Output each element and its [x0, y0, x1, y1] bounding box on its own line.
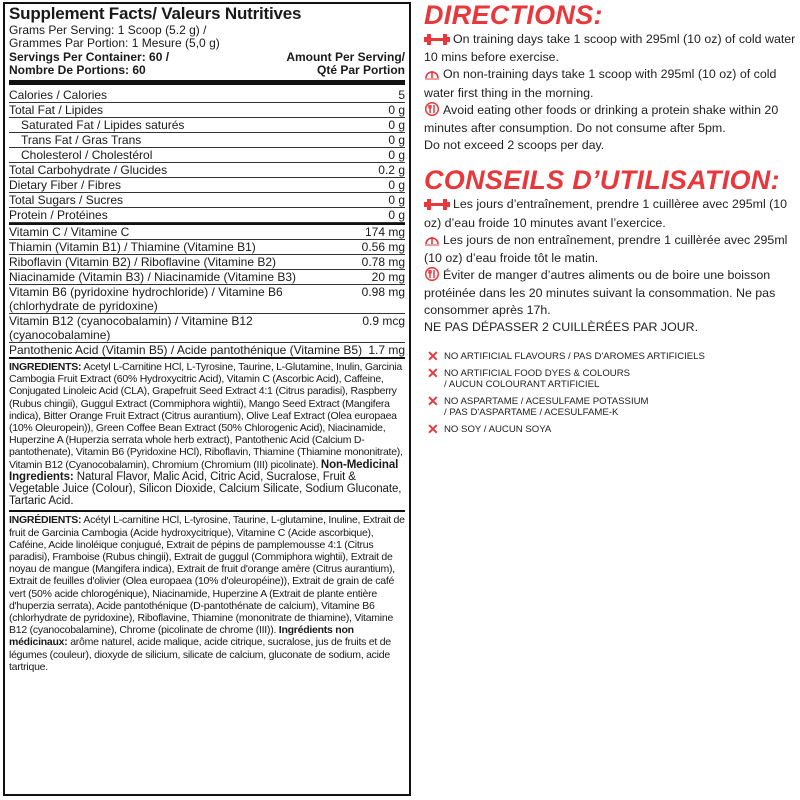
serving-size-en: Grams Per Serving: 1 Scoop (5.2 g) / [9, 23, 207, 37]
non-medicinal-fr-text: arôme naturel, acide malique, acide citrique, sucralose, jus de fruits et de légumes (couleur), dioxyde de silicium, silicate de calcium, gluconate de sodium, acide tartrique. [9, 636, 391, 673]
direction-item-fr: Les jours de non entraînement, prendre 1 cuillèrée avec 295ml (10 oz) d’eau froide tôt le matin. [424, 232, 788, 266]
nutrient-row: Thiamin (Vitamin B1) / Thiamine (Vitamine B1) 0.56 mg [9, 240, 405, 254]
ingredients-en [9, 359, 405, 512]
non-medicinal-fr-label: Ingrédients non médicinaux: [9, 624, 354, 649]
warning-item: ✕ NO ARTIFICIAL FLAVOURS / PAS D'AROMES ARTIFICIELS [424, 351, 796, 362]
x-mark-icon: ✕ [427, 393, 439, 410]
nutrient-row: Total Carbohydrate / Glucides 0.2 g [9, 163, 405, 177]
warning-item: ✕ NO SOY / AUCUN SOYA [424, 424, 796, 435]
x-mark-icon: ✕ [427, 421, 439, 438]
nutrient-row: Vitamin B12 (cyanocobalamin) / Vitamine B12 (cyanocobalamine) 0.9 mcg [9, 314, 405, 342]
sunrise-icon [424, 67, 440, 84]
nutrient-row: Riboflavin (Vitamin B2) / Riboflavine (Vitamine B2) 0.78 mg [9, 255, 405, 269]
ingredients-fr [9, 512, 405, 676]
fork-knife-icon [424, 267, 440, 285]
amount-per-serving-header-fr: Qté Par Portion [316, 63, 405, 77]
servings-per-container: Servings Per Container: 60 / [9, 50, 170, 64]
x-mark-icon: ✕ [427, 365, 439, 382]
ingredients-fr-label: INGRÉDIENTS: [9, 514, 82, 527]
directions-heading: DIRECTIONS: [424, 0, 603, 30]
nutrient-row: Calories / Calories 5 [9, 88, 405, 102]
direction-item-fr: Éviter de manger d’autres aliments ou de boire une boisson protéinée dans les 20 minutes suivant la consommation. Ne pas consommer après 17h. [424, 268, 776, 317]
warning-item: ✕ NO ARTIFICIAL FOOD DYES & COLOURS / AUCUN COLOURANT ARTIFICIEL [424, 368, 796, 390]
amount-per-serving-header: Amount Per Serving/ [286, 50, 405, 64]
nutrient-row: Vitamin C / Vitamine C 174 mg [9, 225, 405, 239]
nutrient-row: Saturated Fat / Lipides saturés 0 g [9, 118, 405, 133]
directions-heading-fr: CONSEILS D’UTILISATION: [424, 165, 780, 196]
nutrient-row: Pantothenic Acid (Vitamin B5) / Acide pantothénique (Vitamine B5) 1.7 mg [9, 343, 405, 357]
directions-panel [424, 0, 796, 441]
nutrient-row: Protein / Protéines 0 g [9, 208, 405, 222]
ingredients-text: Acetyl L-Carnitine HCl, L-Tyrosine, Taurine, L-Glutamine, Inulin, Garcinia Cambogia Fruit Extract (60% Hydroxycitric Acid), Vitamin C (Ascorbic Acid), Caffeine, Conjugated Linoleic Acid (CLA), Grapefruit Seed Extract 4:1 (Citrus paradisi), Raspberry (Rubus chingii), Guggul Extract (Commiphora wightii), Mango Seed Extract (Mangifera indica), Bitter Orange Fruit Extract (Citrus aurantium), Olive Leaf Extract (Olea europaea (10% Oleuropein)), Green Coffee Bean Extract (50% Chlorogenic Acid), Niacinamide, Huperzine A (Huperzia serrata whole herb extract), Pantothenic Acid (Calcium D-pantothenate), Vitamin B6 (Pyridoxine HCl), Riboflavin, Thiamine (Thiamine mononitrate), Vitamin B12 (Cyanocobalamin), Chromium (Chromium (III) picolinate). [9, 361, 403, 471]
servings-per-container-fr: Nombre De Portions: 60 [9, 63, 146, 77]
warnings-list [424, 348, 796, 438]
nutrient-row: Vitamin B6 (pyridoxine hydrochloride) / Vitamine B6 (chlorhydrate de pyridoxine) 0.98 mg [9, 285, 405, 313]
nutrient-table [9, 88, 405, 359]
servings-header [9, 51, 405, 77]
nutrient-row: Niacinamide (Vitamin B3) / Niacinamide (Vitamine B3) 20 mg [9, 270, 405, 284]
direction-item: On training days take 1 scoop with 295ml (10 oz) of cold water 10 mins before exercise. [424, 32, 796, 65]
dumbbell-icon [424, 198, 450, 214]
direction-item: On non-training days take 1 scoop with 295ml (10 oz) of cold water first thing in the morning. [424, 67, 777, 100]
direction-item: Avoid eating other foods or drinking a protein shake within 20 minutes after consumption. Do not consume after 5pm. [424, 102, 779, 136]
serving-size-fr: Grammes Par Portion: 1 Mesure (5,0 g) [9, 36, 220, 50]
nutrient-row: Trans Fat / Gras Trans 0 g [9, 133, 405, 148]
non-medicinal-label: Non-Medicinal Ingredients: [9, 458, 399, 483]
facts-title: Supplement Facts/ Valeurs Nutritives [9, 4, 302, 23]
direction-limit-fr: NE PAS DÉPASSER 2 CUILLÈRÉES PAR JOUR. [424, 319, 699, 334]
warning-item: ✕ NO ASPARTAME / ACESULFAME POTASSIUM / PAS D'ASPARTAME / ACESULFAME-K [424, 396, 796, 418]
nutrient-row: Total Sugars / Sucres 0 g [9, 193, 405, 207]
direction-item-fr: Les jours d’entraînement, prendre 1 cuillèree avec 295ml (10 oz) d’eau froide 10 minutes avant l’exercice. [424, 197, 788, 230]
supplement-facts-panel [3, 2, 411, 796]
facts-divider-thick [9, 80, 405, 85]
nutrient-row: Cholesterol / Cholestérol 0 g [9, 148, 405, 163]
x-mark-icon: ✕ [427, 348, 439, 365]
fork-knife-icon [424, 102, 440, 120]
nutrient-row: Dietary Fiber / Fibres 0 g [9, 178, 405, 192]
ingredients-fr-text: Acétyl L-carnitine HCl, L-tyrosine, Taurine, L-glutamine, Inuline, Extrait de fruit de Garcinia Cambogia (Acide hydroxycitrique), Vitamine C (Acide ascorbique), Caféine, Acide linoléique conjugué, Extrait de pépins de pamplemousse 4:1 (Citrus paradisi), Framboise (Rubus chingii), Extrait de guggul (Commiphora wightii), Extrait de noyau de mangue (Mangifera indica), Extrait de fruit d'orange amère (Citrus aurantium), Extrait de feuilles d'olivier (Olea europaea (10% d'oleuropéine)), Extrait de grain de café vert (50% acide chlorogénique), Niacinamide, Huperzine A (Extrait de plante entière d'huperzia serrata), Acide pantothénique (D-pantothénate de calcium), Vitamine B6 (chlorhydrate de pyridoxine), Riboflavine, Thiamine (mononitrate de thiamine), Vitamine B12 (cyanocobalamine), Chrome (picolinate de chrome (III)). [9, 514, 405, 637]
sunrise-icon [424, 233, 440, 250]
dumbbell-icon [424, 33, 450, 49]
direction-limit: Do not exceed 2 scoops per day. [424, 138, 605, 153]
ingredients-label: INGREDIENTS: [9, 361, 82, 373]
non-medicinal-text: Natural Flavor, Malic Acid, Citric Acid, Sucralose, Fruit & Vegetable Juice (Colour), Silicon Dioxide, Calcium Silicate, Sodium Gluconate, Tartaric Acid. [9, 470, 402, 508]
nutrient-row: Total Fat / Lipides 0 g [9, 103, 405, 117]
